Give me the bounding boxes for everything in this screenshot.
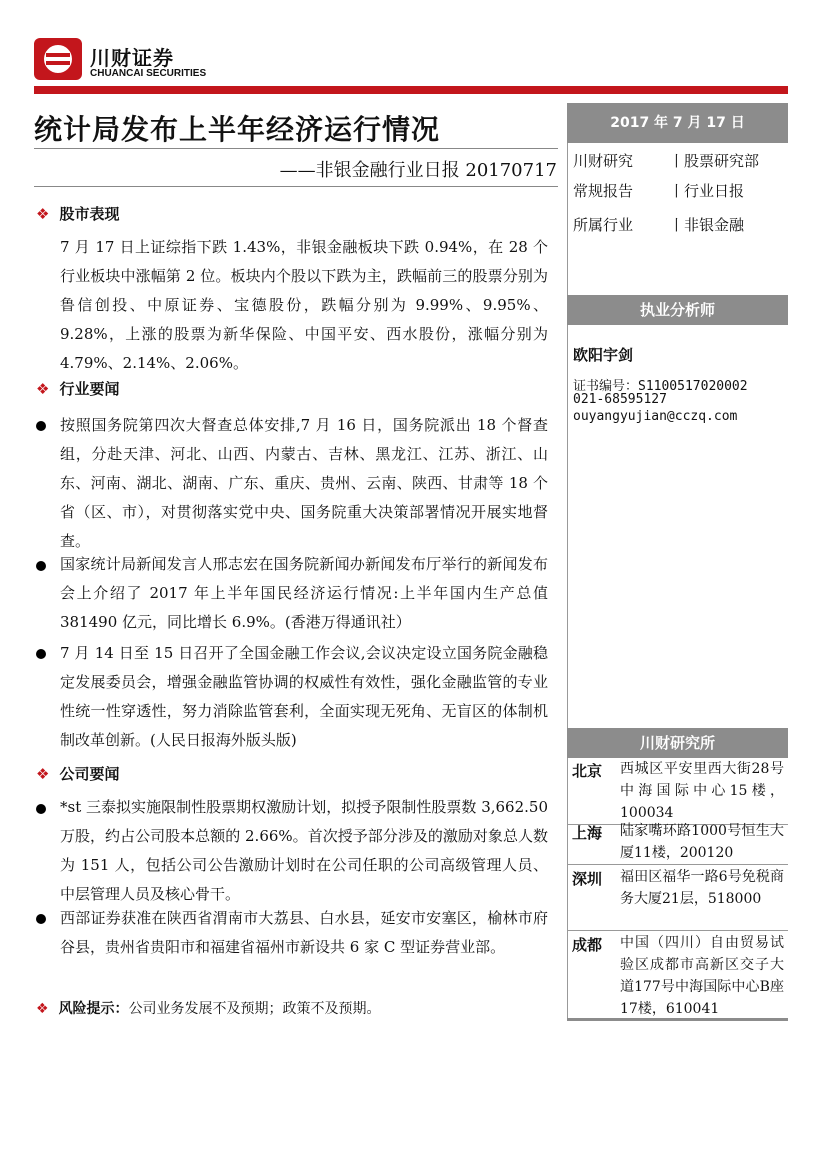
- section-heading: ❖ 股市表现: [36, 205, 120, 223]
- section-heading: ❖ 行业要闻: [36, 380, 120, 398]
- risk-note: [36, 998, 381, 1018]
- section-heading: ❖ 公司要闻: [36, 765, 120, 783]
- diamond-icon: ❖: [36, 380, 50, 398]
- analyst-header: 执业分析师: [567, 295, 788, 325]
- list-item: 按照国务院第四次大督查总体安排,7 月 16 日，国务院派出 18 个督查组，分赴天津、河北、山西、内蒙古、吉林、黑龙江、江苏、浙江、山东、河南、湖北、湖南、广东、重庆、贵州、云南、陕西、甘肃等 18 个省（区、市），对贯彻落实党中央、国务院重大决策部署情况开展实地督查。: [60, 416, 548, 550]
- list-item: 国家统计局新闻发言人邢志宏在国务院新闻办新闻发布厅举行的新闻发布会上介绍了 2017 年上半年国民经济运行情况:上半年国内生产总值 381490 亿元，同比增长 6.9%。(香港万得通讯社）: [60, 555, 548, 631]
- meta-value: 丨非银金融: [669, 216, 745, 234]
- office-city: 上海: [572, 824, 603, 842]
- diamond-icon: ❖: [36, 765, 50, 783]
- risk-label: 风险提示：: [58, 1001, 129, 1017]
- divider: [34, 186, 558, 187]
- office-city: 北京: [572, 762, 603, 780]
- divider: [567, 864, 788, 865]
- meta-label: 常规报告: [573, 182, 634, 200]
- meta-label: 所属行业: [573, 216, 634, 234]
- office-address: 中国（四川）自由贸易试验区成都市高新区交子大道177号中海国际中心B座17楼，610041: [620, 935, 784, 1017]
- bullet-icon: [36, 649, 46, 659]
- sidebar-bottom-rule: [567, 1018, 788, 1021]
- page-title: 统计局发布上半年经济运行情况: [34, 113, 441, 146]
- analyst-cert: 证书编号：S1100517020002: [573, 379, 748, 394]
- bullet-icon: [36, 804, 46, 814]
- divider: [567, 930, 788, 931]
- analyst-name: 欧阳宇剑: [573, 346, 634, 364]
- office-address: 西城区平安里西大街28号中海国际中心15楼，100034: [620, 761, 784, 821]
- meta-row: [573, 150, 760, 171]
- risk-text: 公司业务发展不及预期；政策不及预期。: [128, 1001, 381, 1017]
- diamond-icon: ❖: [36, 205, 50, 223]
- list-item: *st 三泰拟实施限制性股票期权激励计划，拟授予限制性股票数 3,662.50 万股，约占公司股本总额的 2.66%。首次授予部分涉及的激励对象总人数为 151 人，包括公司公告激励计划时在公司任职的公司高级管理人员、中层管理人员及核心骨干。: [60, 798, 548, 903]
- brand-name: 川财证券: [90, 46, 174, 70]
- header-bar-left: [34, 86, 92, 94]
- institute-header: 川财研究所: [567, 728, 788, 758]
- report-date: 2017 年 7 月 17 日: [567, 103, 788, 143]
- analyst-phone: 021-68595127: [573, 392, 667, 407]
- meta-row: [573, 180, 745, 201]
- page-subtitle: ——非银金融行业日报 20170717: [279, 160, 557, 181]
- divider: [34, 148, 558, 149]
- list-item: 西部证券获准在陕西省渭南市大荔县、白水县，延安市安塞区，榆林市府谷县，贵州省贵阳市和福建省福州市新设共 6 家 C 型证券营业部。: [60, 909, 548, 956]
- bullet-icon: [36, 914, 46, 924]
- bullet-icon: [36, 561, 46, 571]
- office-city: 深圳: [572, 870, 603, 888]
- list-item: 7 月 14 日至 15 日召开了全国金融工作会议,会议决定设立国务院金融稳定发展委员会，增强金融监管协调的权威性有效性，强化金融监管的专业性统一性穿透性，努力消除监管套利，全面实现无死角、无盲区的体制机制改革创新。(人民日报海外版头版): [60, 644, 548, 749]
- analyst-email[interactable]: ouyangyujian@cczq.com: [573, 409, 738, 424]
- meta-value: 丨行业日报: [669, 182, 745, 200]
- meta-label: 川财研究: [573, 152, 634, 170]
- office-address: 福田区福华一路6号免税商务大厦21层，518000: [620, 869, 784, 907]
- bullet-icon: [36, 421, 46, 431]
- market-paragraph: 7 月 17 日上证综指下跌 1.43%，非银金融板块下跌 0.94%，在 28 个行业板块中涨幅第 2 位。板块内个股以下跌为主，跌幅前三的股票分别为鲁信创投、中原证券、宝德股份，跌幅分别为 9.99%、9.95%、9.28%，上涨的股票为新华保险、中国平安、西水股份，涨幅分别为 4.79%、2.14%、2.06%。: [60, 238, 548, 372]
- diamond-icon: ❖: [36, 1001, 49, 1017]
- meta-value: 丨股票研究部: [669, 152, 760, 170]
- header-bar: [92, 86, 788, 94]
- office-city: 成都: [572, 936, 603, 954]
- meta-row: [573, 214, 745, 235]
- office-address: 陆家嘴环路1000号恒生大厦11楼，200120: [620, 823, 784, 861]
- logo-icon: [34, 38, 82, 80]
- brand-name-en: CHUANCAI SECURITIES: [90, 68, 207, 79]
